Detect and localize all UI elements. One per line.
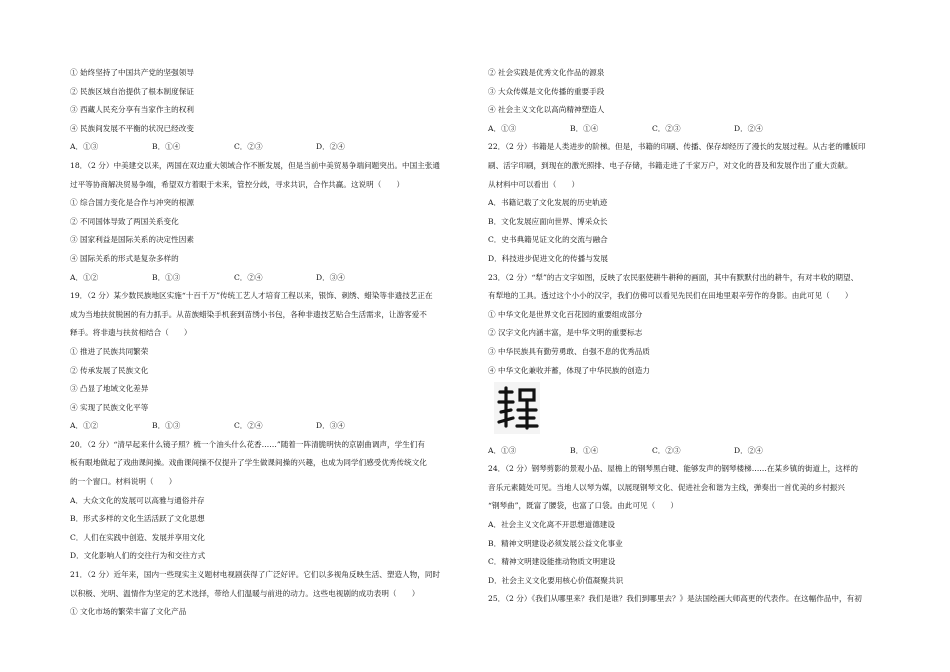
answer-options — [70, 138, 462, 157]
question-20-stem-cont: 的一个窗口。材料说明（ ） — [70, 477, 177, 487]
choice-d: D．社会主义文化要用核心价值凝聚共识 — [488, 575, 624, 585]
question-19-stem-cont: 成为当地扶贫脱困的有力抓手。从苗族蜡染手机套到苗绣小书包，各种非遗技艺贴合生活需求，让游客爱不 — [70, 309, 427, 319]
option-a: A．①③ — [70, 142, 99, 152]
question-18-stem: 18．（2 分）中美建交以来，两国在双边重大领域合作不断发展，但是当前中美贸易争端问题突出。中国主张通 — [70, 160, 441, 170]
list-item: ④ 实现了民族文化平等 — [70, 402, 149, 412]
list-item: ① 中华文化是世界文化百花园的重要组成部分 — [488, 309, 643, 319]
list-item: ① 推进了民族共同繁荣 — [70, 346, 149, 356]
list-item: ① 综合国力变化是合作与冲突的根源 — [70, 198, 194, 208]
choice-b: B．文化发展应面向世界、博采众长 — [488, 216, 608, 226]
option-a: A．①② — [70, 421, 99, 431]
list-item: ③ 大众传媒是文化传播的重要手段 — [488, 86, 605, 96]
option-c: C．②④ — [234, 272, 263, 282]
answer-options — [70, 269, 462, 288]
list-item: ④ 社会主义文化以高尚精神塑造人 — [488, 105, 605, 115]
question-23-stem-cont: 有犁地的工具。透过这个小小的汉字，我们仿佛可以看见先民们在田地里艰辛劳作的身影。由此可见（ ） — [488, 291, 853, 301]
option-b: B．①③ — [152, 272, 181, 282]
list-item: ④ 民族间发展不平衡的状况已经改变 — [70, 123, 194, 133]
answer-options — [70, 417, 462, 436]
option-c: C．②③ — [652, 445, 681, 455]
list-item: ④ 国际关系的形式是复杂多样的 — [70, 253, 179, 263]
option-c: C．②③ — [652, 123, 681, 133]
right-column — [488, 64, 884, 609]
option-c: C．②③ — [234, 142, 263, 152]
question-19-stem-cont: 释手。将非遗与扶贫相结合（ ） — [70, 328, 192, 338]
list-item: ② 传承发展了民族文化 — [70, 365, 149, 375]
list-item: ① 始终坚持了中国共产党的坚强领导 — [70, 68, 194, 77]
option-d: D．③④ — [316, 272, 345, 282]
choice-a: A．大众文化的发展可以高雅与通俗并存 — [70, 495, 205, 505]
question-18-stem-cont: 过平等协商解决贸易争端，希望双方着眼于未来，管控分歧，寻求共识，合作共赢。这说明（ ） — [70, 179, 405, 189]
choice-b: B．精神文明建设必须发展公益文化事业 — [488, 538, 623, 548]
question-23-stem: 23．（2 分）“犁”的古文字如图，反映了农民驱使耕牛耕种的画面，其中有默默付出的耕牛，有对丰收的期望、 — [488, 272, 859, 282]
question-22-stem-cont: 从材料中可以看出（ ） — [488, 179, 580, 189]
choice-d: D．科技进步促进文化的传播与发展 — [488, 253, 608, 263]
list-item: ③ 中华民族具有勤劳勇敢、自强不息的优秀品质 — [488, 346, 650, 356]
choice-c: C．精神文明建设能推动物质文明建设 — [488, 557, 616, 567]
question-22-stem: 22．（2 分）书籍是人类进步的阶梯。但是，书籍的印刷、传播、保存却经历了漫长的发展过程。从古老的雕版印 — [488, 142, 866, 152]
choice-c: C．人们在实践中创造、发展并享用文化 — [70, 532, 205, 542]
question-21-stem-cont: 以积极、光明、温情作为坚定的艺术选择，带给人们温暖与前进的动力。这些电视剧的成功表明（ ） — [70, 588, 420, 598]
list-item: ② 民族区域自治提供了根本制度保证 — [70, 86, 194, 96]
left-column — [70, 64, 462, 622]
option-d: D．③④ — [316, 421, 345, 431]
choice-d: D．文化影响人们的交往行为和交往方式 — [70, 551, 206, 561]
option-a: A．①② — [70, 272, 99, 282]
option-a: A．①③ — [488, 445, 517, 455]
answer-options — [488, 442, 884, 461]
option-d: D．②④ — [316, 142, 345, 152]
list-item: ② 汉字文化内涵丰富，是中华文明的重要标志 — [488, 328, 643, 338]
option-b: B．①③ — [152, 421, 181, 431]
list-item: ④ 中华文化兼收并蓄，体现了中华民族的创造力 — [488, 365, 650, 375]
list-item: ② 社会实践是优秀文化作品的源泉 — [488, 68, 605, 77]
list-item: ② 不同国体导致了两国关系变化 — [70, 216, 179, 226]
question-24-stem: 24．（2 分）钢琴剪影的景观小品、屋檐上的钢琴黑白键、能够发声的钢琴楼梯……在某乡镇的街道上，这样的 — [488, 464, 859, 474]
choice-a: A．社会主义文化离不开思想道德建设 — [488, 520, 615, 530]
question-20-stem: 20．（2 分）“清早起来什么镜子照？梳一个油头什么花香……”随着一阵清脆明快的京剧曲调声，学生们有 — [70, 439, 425, 449]
question-19-stem: 19．（2 分）某少数民族地区实施“十百千万”传统工艺人才培育工程以来，银饰、刺绣、蜡染等非遗技艺正在 — [70, 291, 433, 301]
question-20-stem-cont: 板有眼地做起了戏曲课间操。戏曲课间操不仅提升了学生做课间操的兴趣，也成为同学们感受优秀传统文化 — [70, 458, 427, 468]
choice-a: A．书籍记载了文化发展的历史轨迹 — [488, 198, 608, 208]
option-c: C．②④ — [234, 421, 263, 431]
question-21-stem: 21．（2 分）近年来，国内一些现实主义题材电视剧获得了广泛好评。它们以多视角反映生活、塑造人物，同时 — [70, 570, 441, 580]
option-a: A．①③ — [488, 123, 517, 133]
option-d: D．②④ — [734, 123, 763, 133]
question-24-stem-cont: “钢琴曲”，既富了腰袋，也富了口袋。由此可见（ ） — [488, 501, 679, 511]
question-22-stem-cont: 刷、活字印刷，到现在的激光照排、电子存储，书籍走进了千家万户，对文化的普及和发展作出了重大贡献。 — [488, 160, 853, 170]
option-b: B．①④ — [570, 123, 599, 133]
list-item: ③ 国家利益是国际关系的决定性因素 — [70, 235, 194, 245]
choice-b: B．形式多样的文化生活活跃了文化思想 — [70, 514, 205, 524]
question-25-stem: 25．（2 分）《我们从哪里来？我们是谁？我们到哪里去？》是法国绘画大师高更的代表作。在这幅作品中，有初 — [488, 594, 862, 604]
list-item: ③ 西藏人民充分享有当家作主的权利 — [70, 105, 194, 115]
ancient-character-li-image — [494, 382, 540, 434]
list-item: ① 文化市场的繁荣丰富了文化产品 — [70, 607, 187, 617]
option-b: B．①④ — [570, 445, 599, 455]
list-item: ③ 凸显了地域文化差异 — [70, 384, 149, 394]
answer-options — [488, 120, 884, 139]
choice-c: C．史书典籍见证文化的交流与融合 — [488, 235, 608, 245]
option-b: B．①④ — [152, 142, 181, 152]
question-24-stem-cont: 音乐元素随处可见。当地人以琴为媒，以展现钢琴文化、促进社会和谐为主线，弹奏出一首优美的乡村振兴 — [488, 482, 845, 492]
option-d: D．②④ — [734, 445, 763, 455]
